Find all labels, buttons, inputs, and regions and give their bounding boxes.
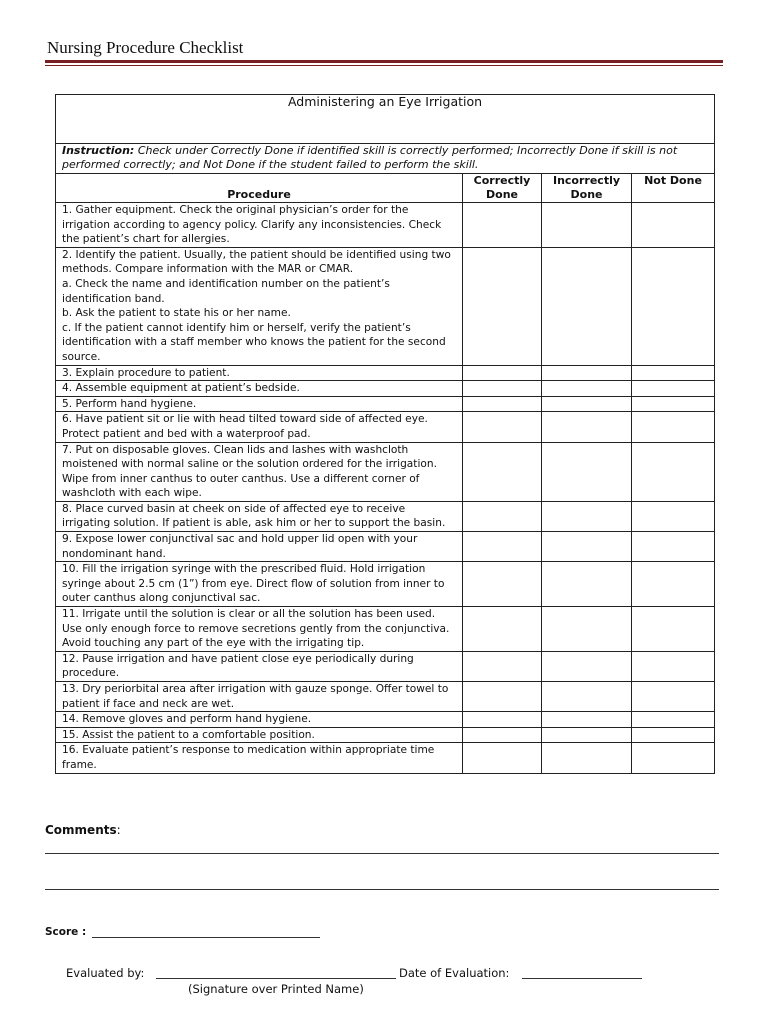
- step-text: 14. Remove gloves and perform hand hygiene.: [56, 712, 463, 728]
- incorrectly-done-checkbox[interactable]: [542, 442, 632, 501]
- incorrectly-done-checkbox[interactable]: [542, 607, 632, 652]
- not-done-checkbox[interactable]: [632, 562, 715, 607]
- table-row: [56, 743, 715, 773]
- comments-line-1[interactable]: [45, 853, 719, 854]
- table-row: [56, 712, 715, 728]
- incorrectly-done-checkbox[interactable]: [542, 727, 632, 743]
- incorrectly-done-checkbox[interactable]: [542, 412, 632, 442]
- incorrectly-done-checkbox[interactable]: [542, 396, 632, 412]
- table-row: [56, 381, 715, 397]
- step-text: 9. Expose lower conjunctival sac and hold upper lid open with your nondominant hand.: [56, 532, 463, 562]
- instruction-text: Check under Correctly Done if identified skill is correctly performed; Incorrectly Done if skill is not performed correctly; and Not Done if the student failed to perform the skill.: [62, 144, 678, 171]
- incorrectly-done-checkbox[interactable]: [542, 381, 632, 397]
- not-done-checkbox[interactable]: [632, 247, 715, 365]
- correctly-done-checkbox[interactable]: [463, 381, 542, 397]
- date-of-evaluation-label: Date of Evaluation:: [399, 966, 510, 980]
- table-row: [56, 365, 715, 381]
- correctly-done-checkbox[interactable]: [463, 743, 542, 773]
- signature-caption: (Signature over Printed Name): [188, 982, 364, 996]
- correctly-done-checkbox[interactable]: [463, 412, 542, 442]
- not-done-checkbox[interactable]: [632, 743, 715, 773]
- column-header-correctly-done: Correctly Done: [463, 174, 542, 203]
- table-row: [56, 727, 715, 743]
- correctly-done-checkbox[interactable]: [463, 247, 542, 365]
- correctly-done-checkbox[interactable]: [463, 651, 542, 681]
- step-text: 11. Irrigate until the solution is clear or all the solution has been used. Use only enough force to remove secretions gently from the conjunctiva. Avoid touching any part of the eye with the irrigating tip.: [56, 607, 463, 652]
- header-rule-thin: [45, 65, 723, 66]
- evaluated-by-line[interactable]: [156, 978, 396, 979]
- instruction-label: Instruction:: [62, 144, 135, 157]
- instruction-cell: [56, 144, 715, 174]
- not-done-checkbox[interactable]: [632, 682, 715, 712]
- not-done-checkbox[interactable]: [632, 651, 715, 681]
- incorrectly-done-checkbox[interactable]: [542, 203, 632, 248]
- step-text: 3. Explain procedure to patient.: [56, 365, 463, 381]
- incorrectly-done-checkbox[interactable]: [542, 743, 632, 773]
- correctly-done-checkbox[interactable]: [463, 396, 542, 412]
- incorrectly-done-checkbox[interactable]: [542, 682, 632, 712]
- not-done-checkbox[interactable]: [632, 412, 715, 442]
- not-done-checkbox[interactable]: [632, 607, 715, 652]
- correctly-done-checkbox[interactable]: [463, 203, 542, 248]
- comments-line-2[interactable]: [45, 889, 719, 890]
- column-header-procedure: Procedure: [56, 174, 463, 203]
- not-done-checkbox[interactable]: [632, 727, 715, 743]
- header-rule-thick: [45, 60, 723, 63]
- correctly-done-checkbox[interactable]: [463, 532, 542, 562]
- step-text: 15. Assist the patient to a comfortable position.: [56, 727, 463, 743]
- incorrectly-done-checkbox[interactable]: [542, 247, 632, 365]
- step-text: 10. Fill the irrigation syringe with the prescribed fluid. Hold irrigation syringe about 2.5 cm (1”) from eye. Direct flow of solution from inner to outer canthus along conjunctival sac.: [56, 562, 463, 607]
- not-done-checkbox[interactable]: [632, 501, 715, 531]
- incorrectly-done-checkbox[interactable]: [542, 651, 632, 681]
- checklist-table: [55, 94, 715, 774]
- incorrectly-done-checkbox[interactable]: [542, 501, 632, 531]
- column-header-not-done: Not Done: [632, 174, 715, 203]
- table-row: [56, 247, 715, 365]
- incorrectly-done-checkbox[interactable]: [542, 712, 632, 728]
- correctly-done-checkbox[interactable]: [463, 607, 542, 652]
- table-row: [56, 682, 715, 712]
- correctly-done-checkbox[interactable]: [463, 682, 542, 712]
- score-label: Score :: [45, 926, 87, 938]
- table-row: [56, 562, 715, 607]
- table-row: [56, 607, 715, 652]
- step-text: 4. Assemble equipment at patient’s bedside.: [56, 381, 463, 397]
- step-text: 6. Have patient sit or lie with head tilted toward side of affected eye. Protect patient and bed with a waterproof pad.: [56, 412, 463, 442]
- score-line[interactable]: [92, 937, 320, 938]
- correctly-done-checkbox[interactable]: [463, 562, 542, 607]
- table-row: [56, 442, 715, 501]
- table-row: [56, 651, 715, 681]
- not-done-checkbox[interactable]: [632, 532, 715, 562]
- checklist-caption: Administering an Eye Irrigation: [56, 95, 715, 144]
- not-done-checkbox[interactable]: [632, 442, 715, 501]
- incorrectly-done-checkbox[interactable]: [542, 365, 632, 381]
- comments-label: [45, 823, 121, 837]
- page-title: Nursing Procedure Checklist: [47, 38, 244, 57]
- incorrectly-done-checkbox[interactable]: [542, 562, 632, 607]
- correctly-done-checkbox[interactable]: [463, 501, 542, 531]
- comments-label-text: Comments: [45, 823, 117, 837]
- table-row: [56, 396, 715, 412]
- step-text: 8. Place curved basin at cheek on side of affected eye to receive irrigating solution. If patient is able, ask him or her to support the basin.: [56, 501, 463, 531]
- table-row: [56, 203, 715, 248]
- step-text: 5. Perform hand hygiene.: [56, 396, 463, 412]
- not-done-checkbox[interactable]: [632, 365, 715, 381]
- comments-colon: :: [116, 823, 121, 837]
- not-done-checkbox[interactable]: [632, 203, 715, 248]
- date-of-evaluation-line[interactable]: [522, 978, 642, 979]
- correctly-done-checkbox[interactable]: [463, 442, 542, 501]
- step-text: 12. Pause irrigation and have patient close eye periodically during procedure.: [56, 651, 463, 681]
- not-done-checkbox[interactable]: [632, 381, 715, 397]
- correctly-done-checkbox[interactable]: [463, 712, 542, 728]
- table-row: [56, 501, 715, 531]
- caption-row: [56, 95, 715, 144]
- table-row: [56, 532, 715, 562]
- step-text: 13. Dry periorbital area after irrigation with gauze sponge. Offer towel to patient if face and neck are wet.: [56, 682, 463, 712]
- column-header-incorrectly-done: Incorrectly Done: [542, 174, 632, 203]
- step-text: 16. Evaluate patient’s response to medication within appropriate time frame.: [56, 743, 463, 773]
- column-header-row: [56, 174, 715, 203]
- step-text: 2. Identify the patient. Usually, the patient should be identified using two methods. Compare information with the MAR or CMAR. a. Check the name and identification number on the patient’s identification band. b. Ask the patient to state his or her name. c. If the patient cannot identify him or herself, verify the patient’s identification with a staff member who knows the patient for the second source.: [56, 247, 463, 365]
- not-done-checkbox[interactable]: [632, 396, 715, 412]
- step-text: 1. Gather equipment. Check the original physician’s order for the irrigation according to agency policy. Clarify any inconsistencies. Check the patient’s chart for allergies.: [56, 203, 463, 248]
- correctly-done-checkbox[interactable]: [463, 727, 542, 743]
- step-text: 7. Put on disposable gloves. Clean lids and lashes with washcloth moistened with normal saline or the solution ordered for the irrigation. Wipe from inner canthus to outer canthus. Use a different corner of washcloth with each wipe.: [56, 442, 463, 501]
- evaluated-by-label: Evaluated by:: [66, 966, 145, 980]
- not-done-checkbox[interactable]: [632, 712, 715, 728]
- table-row: [56, 412, 715, 442]
- instruction-row: [56, 144, 715, 174]
- incorrectly-done-checkbox[interactable]: [542, 532, 632, 562]
- correctly-done-checkbox[interactable]: [463, 365, 542, 381]
